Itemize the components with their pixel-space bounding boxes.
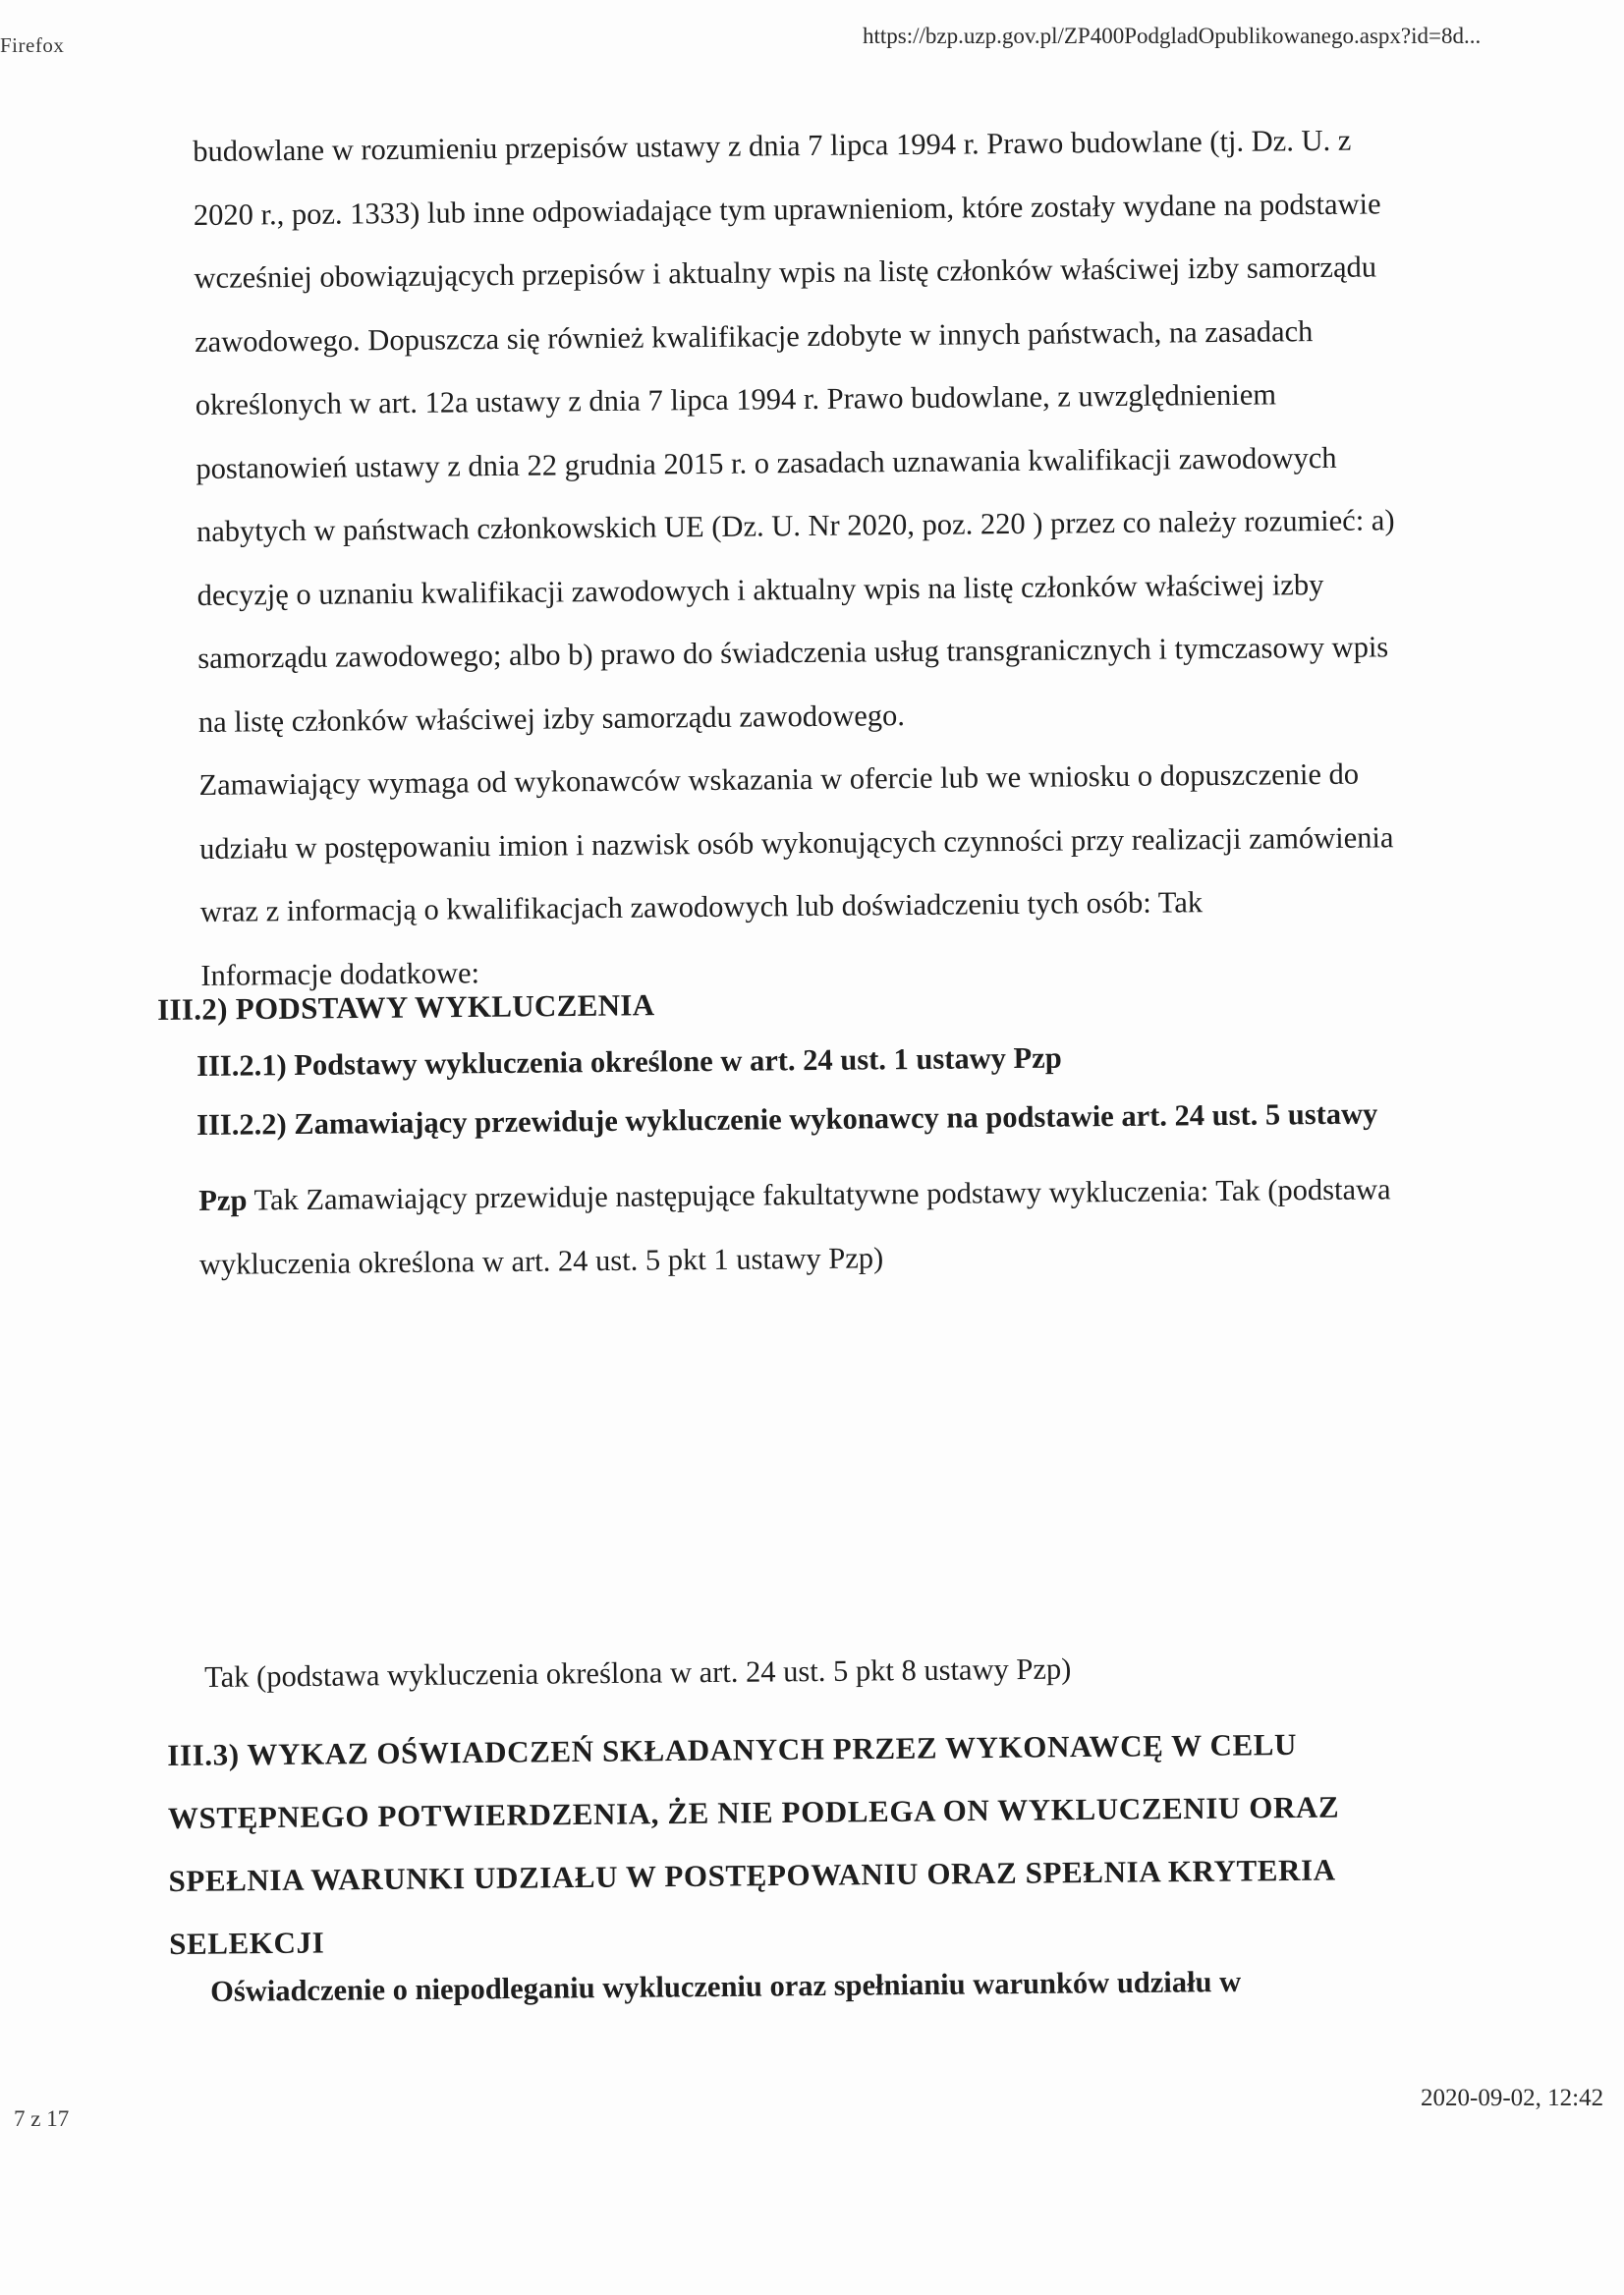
body-line: Informacje dodatkowe:	[200, 955, 480, 992]
body-line: 2020 r., poz. 1333) lub inne odpowiadające tym uprawnieniom, które zostały wydane na podstawie	[193, 186, 1381, 232]
exclusion-pkt8: Tak (podstawa wykluczenia określona w art. 24 ust. 5 pkt 8 ustawy Pzp)	[204, 1651, 1072, 1694]
iii22-paragraph	[198, 1157, 1392, 1296]
body-line: zawodowego. Dopuszcza się również kwalifikacje zdobyte w innych państwach, na zasadach	[195, 313, 1314, 359]
browser-name: Firefox	[0, 33, 65, 57]
iii22-line-text: Tak Zamawiający przewiduje następujące fakultatywne podstawy wykluczenia: Tak (podstawa	[247, 1172, 1391, 1217]
body-line: Zamawiający wymaga od wykonawców wskazania w ofercie lub we wniosku o dopuszczenie do	[198, 756, 1360, 802]
body-line: wraz z informacją o kwalifikacjach zawodowych lub doświadczeniu tych osób: Tak	[199, 885, 1204, 928]
iii3-heading-line: WSTĘPNEGO POTWIERDZENIA, ŻE NIE PODLEGA ON WYKLUCZENIU ORAZ	[167, 1789, 1340, 1835]
iii3-heading-line: SPEŁNIA WARUNKI UDZIAŁU W POSTĘPOWANIU ORAZ SPEŁNIA KRYTERIA	[168, 1852, 1336, 1898]
section-heading-iii3	[167, 1713, 1341, 1976]
print-datetime: 2020-09-02, 12:42	[1421, 2085, 1604, 2111]
section-heading-iii2: III.2) PODSTAWY WYKLUCZENIA	[157, 987, 655, 1027]
body-paragraph	[193, 107, 1518, 1007]
pzp-bold: Pzp	[198, 1183, 248, 1217]
iii22-line: wykluczenia określona w art. 24 ust. 5 pkt 1 ustawy Pzp)	[198, 1240, 884, 1281]
statement-heading: Oświadczenie o niepodleganiu wykluczeniu oraz spełnianiu warunków udziału w	[210, 1964, 1242, 2008]
body-line: budowlane w rozumieniu przepisów ustawy z dnia 7 lipca 1994 r. Prawo budowlane (tj. Dz. U. z	[193, 123, 1352, 168]
iii22-line	[198, 1157, 1391, 1232]
body-line: samorządu zawodowego; albo b) prawo do świadczenia usług transgranicznych i tymczasowy wpis	[197, 630, 1389, 675]
page-url: https://bzp.uzp.gov.pl/ZP400PodgladOpublikowanego.aspx?id=8d...	[863, 24, 1482, 48]
body-line: określonych w art. 12a ustawy z dnia 7 lipca 1994 r. Prawo budowlane, z uwzględnieniem	[195, 377, 1277, 421]
body-line: wcześniej obowiązujących przepisów i aktualny wpis na listę członków właściwej izby samorządu	[194, 250, 1377, 295]
subsection-heading-iii21: III.2.1) Podstawy wykluczenia określone w art. 24 ust. 1 ustawy Pzp	[196, 1040, 1062, 1083]
body-line: decyzję o uznaniu kwalifikacji zawodowych i aktualny wpis na listę członków właściwej izby	[196, 567, 1324, 612]
body-line: na listę członków właściwej izby samorządu zawodowego.	[197, 698, 906, 739]
iii3-heading-line: SELEKCJI	[168, 1925, 325, 1961]
iii3-heading-line: III.3) WYKAZ OŚWIADCZEŃ SKŁADANYCH PRZEZ WYKONAWCĘ W CELU	[167, 1726, 1298, 1772]
body-line: postanowień ustawy z dnia 22 grudnia 2015 r. o zasadach uznawania kwalifikacji zawodowych	[196, 440, 1337, 485]
body-line: udziału w postępowaniu imion i nazwisk osób wykonujących czynności przy realizacji zamówienia	[198, 819, 1394, 866]
body-line: nabytych w państwach członkowskich UE (Dz. U. Nr 2020, poz. 220 ) przez co należy rozumieć: a)	[196, 503, 1395, 548]
page-counter: 7 z 17	[14, 2106, 70, 2131]
subsection-heading-iii22: III.2.2) Zamawiający przewiduje wykluczenie wykonawcy na podstawie art. 24 ust. 5 ustawy	[196, 1096, 1378, 1142]
